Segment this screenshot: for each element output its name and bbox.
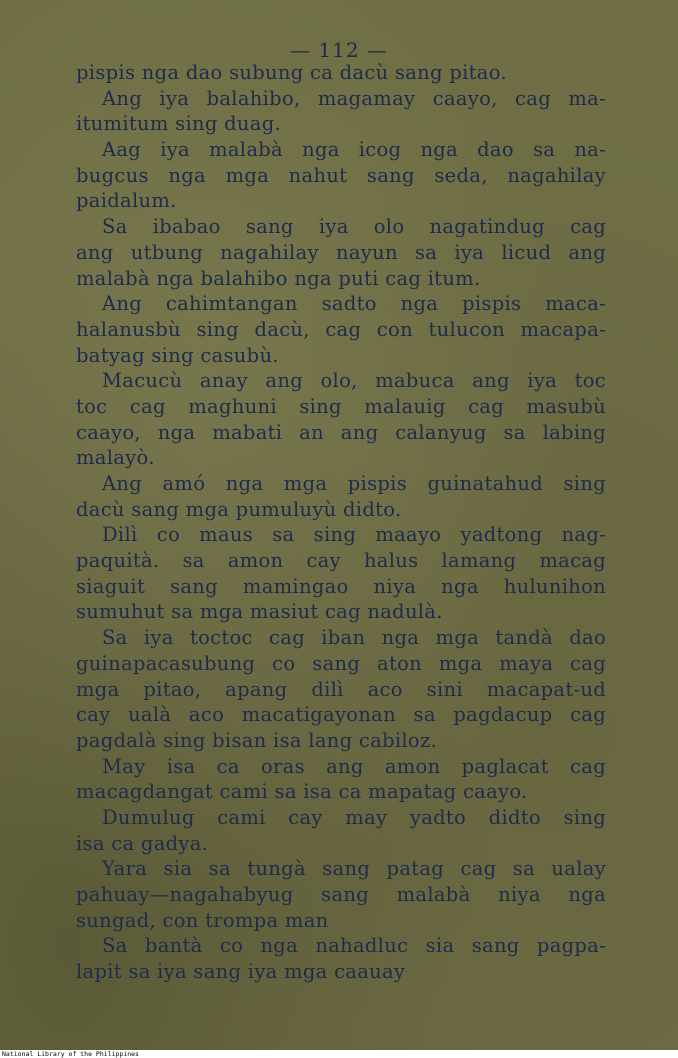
- text-line: Yara sia sa tungà sang patag cag sa ualay: [102, 857, 606, 881]
- text-line: isa ca gadya.: [76, 831, 209, 855]
- text-line: mga pitao, apang dilì aco sini macapat-ud: [76, 677, 606, 701]
- body-text: [76, 60, 606, 985]
- text-line: paidalum.: [76, 189, 177, 213]
- text-line: macagdangat cami sa isa ca mapatag caayo.: [76, 780, 528, 804]
- text-line: May isa ca oras ang amon paglacat cag: [102, 754, 606, 778]
- page-number: — 112 —: [290, 38, 388, 62]
- text-line: caayo, nga mabati an ang calanyug sa labing: [76, 420, 606, 444]
- text-line: siaguit sang mamingao niya nga hulunihon: [76, 574, 606, 598]
- text-line: pahuay—nagahabyug sang malabà niya nga: [76, 883, 606, 906]
- text-line: batyag sing casubù.: [76, 343, 279, 367]
- text-line: ang utbung nagahilay nayun sa iya licud ang: [76, 240, 606, 264]
- library-credit: National Library of the Philippines: [2, 1050, 139, 1058]
- text-line: malabà nga balahibo nga puti cag itum.: [76, 266, 481, 290]
- text-line: paquità. sa amon cay halus lamang macag: [76, 549, 606, 573]
- text-line: Dilì co maus sa sing maayo yadtong nag-: [102, 523, 606, 547]
- text-line: malayò.: [76, 446, 155, 470]
- text-line: guinapacasubung co sang aton mga maya cag: [76, 651, 606, 675]
- text-line: toc cag maghuni sing malauig cag masubù: [76, 394, 606, 418]
- text-line: itumitum sing duag.: [76, 112, 281, 136]
- text-line: bugcus nga mga nahut sang seda, nagahilay: [76, 163, 606, 187]
- text-line: sumuhut sa mga masiut cag nadulà.: [76, 600, 443, 624]
- text-line: Sa ibabao sang iya olo nagatindug cag: [102, 215, 606, 239]
- text-line: Ang amó nga mga pispis guinatahud sing: [102, 472, 606, 495]
- text-line: sungad, con trompa man: [76, 908, 329, 932]
- text-line: Ang iya balahibo, magamay caayo, cag ma-: [102, 86, 606, 110]
- text-line: Dumulug cami cay may yadto didto sing: [102, 805, 606, 829]
- text-line: Sa iya toctoc cag iban nga mga tandà dao: [102, 626, 606, 650]
- text-line: Macucù anay ang olo, mabuca ang iya toc: [102, 369, 606, 393]
- text-line: Sa bantà co nga nahadluc sia sang pagpa-: [102, 934, 606, 958]
- text-line: Ang cahimtangan sadto nga pispis maca-: [102, 292, 606, 316]
- text-line: cay ualà aco macatigayonan sa pagdacup cag: [76, 703, 606, 727]
- text-line: halanusbù sing dacù, cag con tulucon macapa-: [76, 317, 606, 341]
- text-line: Aag iya malabà nga icog nga dao sa na-: [102, 138, 606, 162]
- text-line: pagdalà sing bisan isa lang cabiloz.: [76, 728, 438, 752]
- text-line: lapit sa iya sang iya mga caauay: [76, 960, 406, 984]
- text-line: pispis nga dao subung ca dacù sang pitao.: [76, 61, 507, 84]
- text-line: dacù sang mga pumuluyù didto.: [76, 497, 402, 521]
